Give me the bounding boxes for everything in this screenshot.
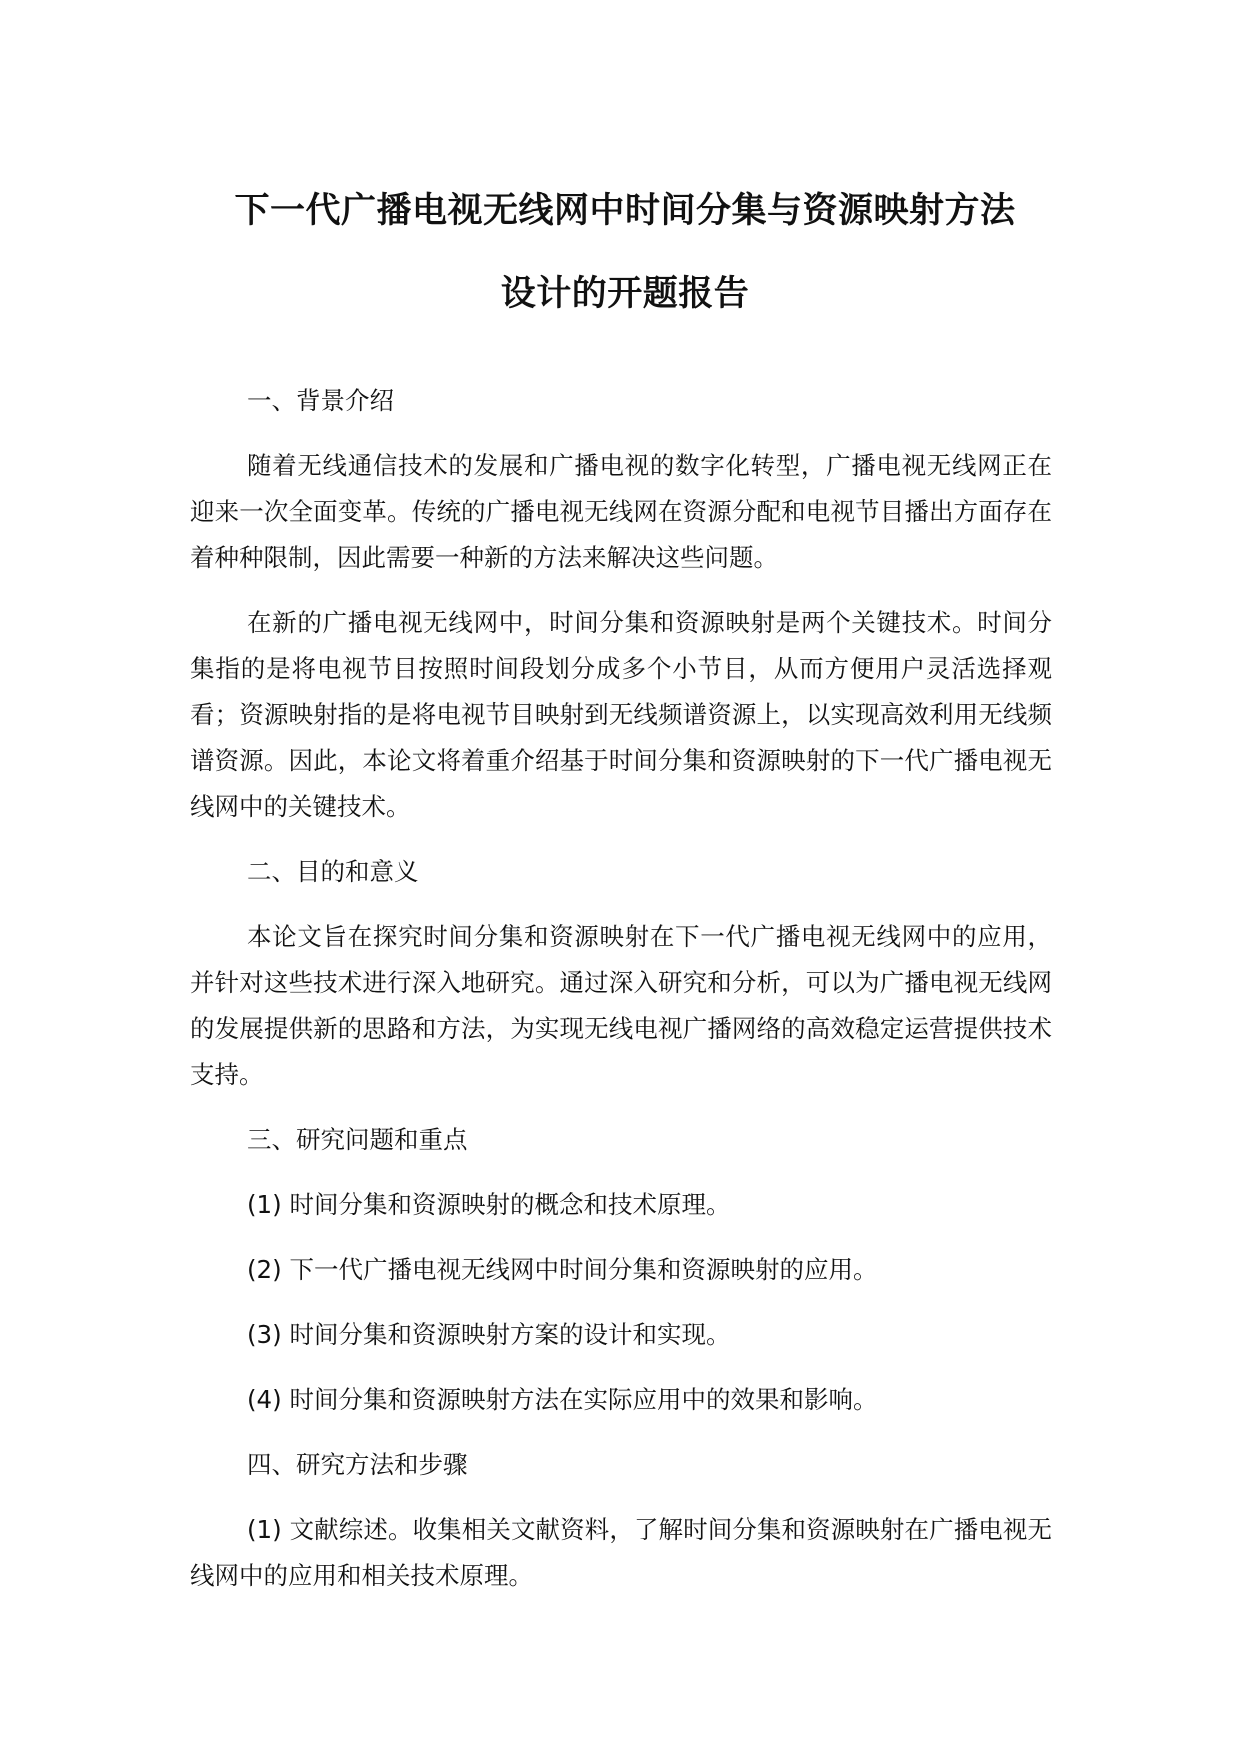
list-item: (1) 时间分集和资源映射的概念和技术原理。 (247, 1190, 731, 1219)
paragraph: 本论文旨在探究时间分集和资源映射在下一代广播电视无线网中的应用，并针对这些技术进行深入地研究。通过深入研究和分析，可以为广播电视无线网的发展提供新的思路和方法，为实现无线电视广播网络的高效稳定运营提供技术支持。 (190, 922, 1052, 1089)
document-title-line-1: 下一代广播电视无线网中时间分集与资源映射方法 (234, 191, 1016, 231)
paragraph: 在新的广播电视无线网中，时间分集和资源映射是两个关键技术。时间分集指的是将电视节目按照时间段划分成多个小节目，从而方便用户灵活选择观看；资源映射指的是将电视节目映射到无线频谱资源上，以实现高效利用无线频谱资源。因此，本论文将着重介绍基于时间分集和资源映射的下一代广播电视无线网中的关键技术。 (190, 608, 1052, 821)
document-title-line-2: 设计的开题报告 (500, 274, 750, 314)
list-item: (1) 文献综述。收集相关文献资料，了解时间分集和资源映射在广播电视无线网中的应用和相关技术原理。 (190, 1515, 1052, 1590)
paragraph: 随着无线通信技术的发展和广播电视的数字化转型，广播电视无线网正在迎来一次全面变革。传统的广播电视无线网在资源分配和电视节目播出方面存在着种种限制，因此需要一种新的方法来解决这些问题。 (190, 451, 1052, 572)
list-item: (4) 时间分集和资源映射方法在实际应用中的效果和影响。 (247, 1385, 878, 1414)
section-heading-purpose: 二、目的和意义 (247, 857, 419, 886)
list-item: (2) 下一代广播电视无线网中时间分集和资源映射的应用。 (247, 1255, 878, 1284)
section-heading-methods: 四、研究方法和步骤 (247, 1450, 468, 1479)
section-heading-background: 一、背景介绍 (247, 386, 394, 415)
list-item: (3) 时间分集和资源映射方案的设计和实现。 (247, 1320, 731, 1349)
section-heading-research-questions: 三、研究问题和重点 (247, 1125, 468, 1154)
document-body (190, 378, 1052, 1618)
